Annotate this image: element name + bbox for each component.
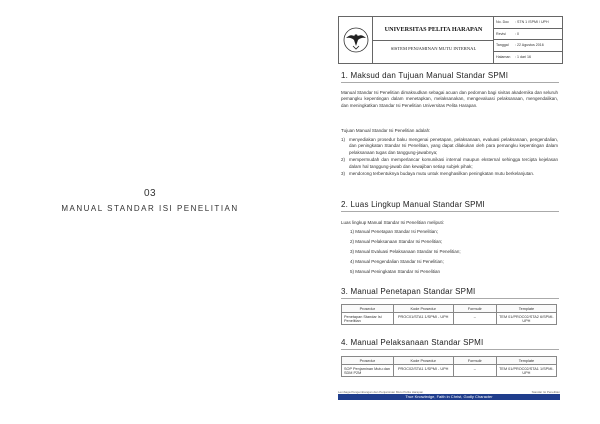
table-header-cell: Prosedur [342,305,394,313]
document-header [338,16,563,64]
section-1-objectives-list [341,137,558,178]
table-cell: TEM 01/PROC02/STA2 6/SPMI-UPH [496,313,556,325]
eagle-crest-icon [343,27,369,53]
table-cell: TEM 01/PROC02/STA1 1/SPMI-UPH [496,365,556,377]
section-4-title: 4. Manual Pelaksanaan Standar SPMI [341,338,484,347]
table-row [342,313,557,325]
section-4-rule [341,349,559,350]
footer-motto-band: True Knowledge, Faith in Christ, Godly Character [338,394,560,400]
meta-row-doc: No. Doc : STN 1 /SPMI / UPH [494,17,563,29]
meta-row-date: Tanggal : 22 Agustus 2016 [494,40,563,52]
list-item: 2) Manual Pelaksanaan Standar Isi Penelitian; [350,239,443,244]
section-2-rule [341,211,559,212]
list-item: 1) Manual Penetapan Standar Isi Penelitian; [350,229,439,234]
table-header-cell: Kode Prosedur [393,305,453,313]
table-header-row [342,357,557,365]
list-item: 3) Manual Evaluasi Pelaksanaan Standar Isi Penelitian; [350,249,461,254]
table-cell: PROC02/STA1 1/SPMI - UPH [393,365,453,377]
section-1-rule [341,82,559,83]
list-item: 2) mempermudah dan memperlancar komunikasi internal maupun eksternal sehingga tercipta kejelasan dalam hal tanggung-jawab dan kewajiban setiap subjek pihak; [341,157,558,169]
section-3-table [341,304,557,325]
list-item: 3) mendorong terbentuknya budaya mutu untuk menghasilkan peningkatan mutu berkelanjutan. [341,171,535,177]
section-1-objectives-intro: Tujuan Manual Standar Isi Penelitian adalah: [341,128,431,133]
table-cell: SOP Penjaminan Mutu dan SDM P2M [342,365,394,377]
document-meta [494,17,563,63]
list-item: 5) Manual Peningkatan Standar Isi Penelitian [350,269,441,274]
right-page [300,0,600,424]
table-cell: Penetapan Standar Isi Penelitian [342,313,394,325]
footer-left-text: Lembaga Pengembangan dan Penjaminan Mutu Pelita Harapan [338,390,424,394]
table-row [342,365,557,377]
section-2-scope-list [350,227,550,277]
system-name: SISTEM PENJAMINAN MUTU INTERNAL [390,46,477,51]
chapter-title: MANUAL STANDAR ISI PENELITIAN [61,204,239,213]
list-item: 1) menyediakan prosedur baku mengenai penetapan, pelaksanaan, evaluasi pelaksanaan, pengendalian, dan peningkatan Standar Isi Penelitian, yang dapat dilakukan oleh para pemangku kepentingan dalam pelaksanaan tugas dan tanggung-jawabnya; [341,137,558,155]
meta-row-page: Halaman : 1 dari 16 [496,54,531,59]
table-header-cell: Template [496,305,556,313]
section-1-title: 1. Maksud dan Tujuan Manual Standar SPMI [341,71,509,80]
section-4-table [341,356,557,377]
meta-row-revision: Revisi : 0 [494,29,563,41]
university-logo [339,17,373,63]
section-3-rule [341,298,559,299]
section-2-title: 2. Luas Lingkup Manual Standar SPMI [341,200,485,209]
table-header-cell: Prosedur [342,357,394,365]
table-header-cell: Formulir [453,305,496,313]
university-name: UNIVERSITAS PELITA HARAPAN [384,26,483,33]
table-header-cell: Formulir [453,357,496,365]
list-item: 4) Manual Pengendalian Standar Isi Penelitian; [350,259,444,264]
table-cell: PROC01/STA1 1/SPMI - UPH [393,313,453,325]
section-1-paragraph: Manual Standar Isi Penelitian dimaksudkan sebagai acuan dan pedoman bagi sivitas akademika dan seluruh pemangku kepentingan dalam menetapkan, melaksanakan, mengevaluasi pelaksanaan, mengendalikan, dan meningkatkan Standar Isi Penelitian Universitas Pelita Harapan. [341,90,558,108]
header-title-cell [373,17,494,63]
table-header-cell: Template [496,357,556,365]
chapter-number: 03 [143,188,157,199]
table-header-row [342,305,557,313]
table-cell: – [453,365,496,377]
footer-right-text: Standar Isi Penelitian [531,390,560,394]
header-divider [373,40,494,41]
section-2-intro: Luas lingkup Manual Standar Isi Penelitian meliputi: [341,220,445,225]
table-cell: – [453,313,496,325]
table-header-cell: Kode Prosedur [393,357,453,365]
section-3-title: 3. Manual Penetapan Standar SPMI [341,287,476,296]
